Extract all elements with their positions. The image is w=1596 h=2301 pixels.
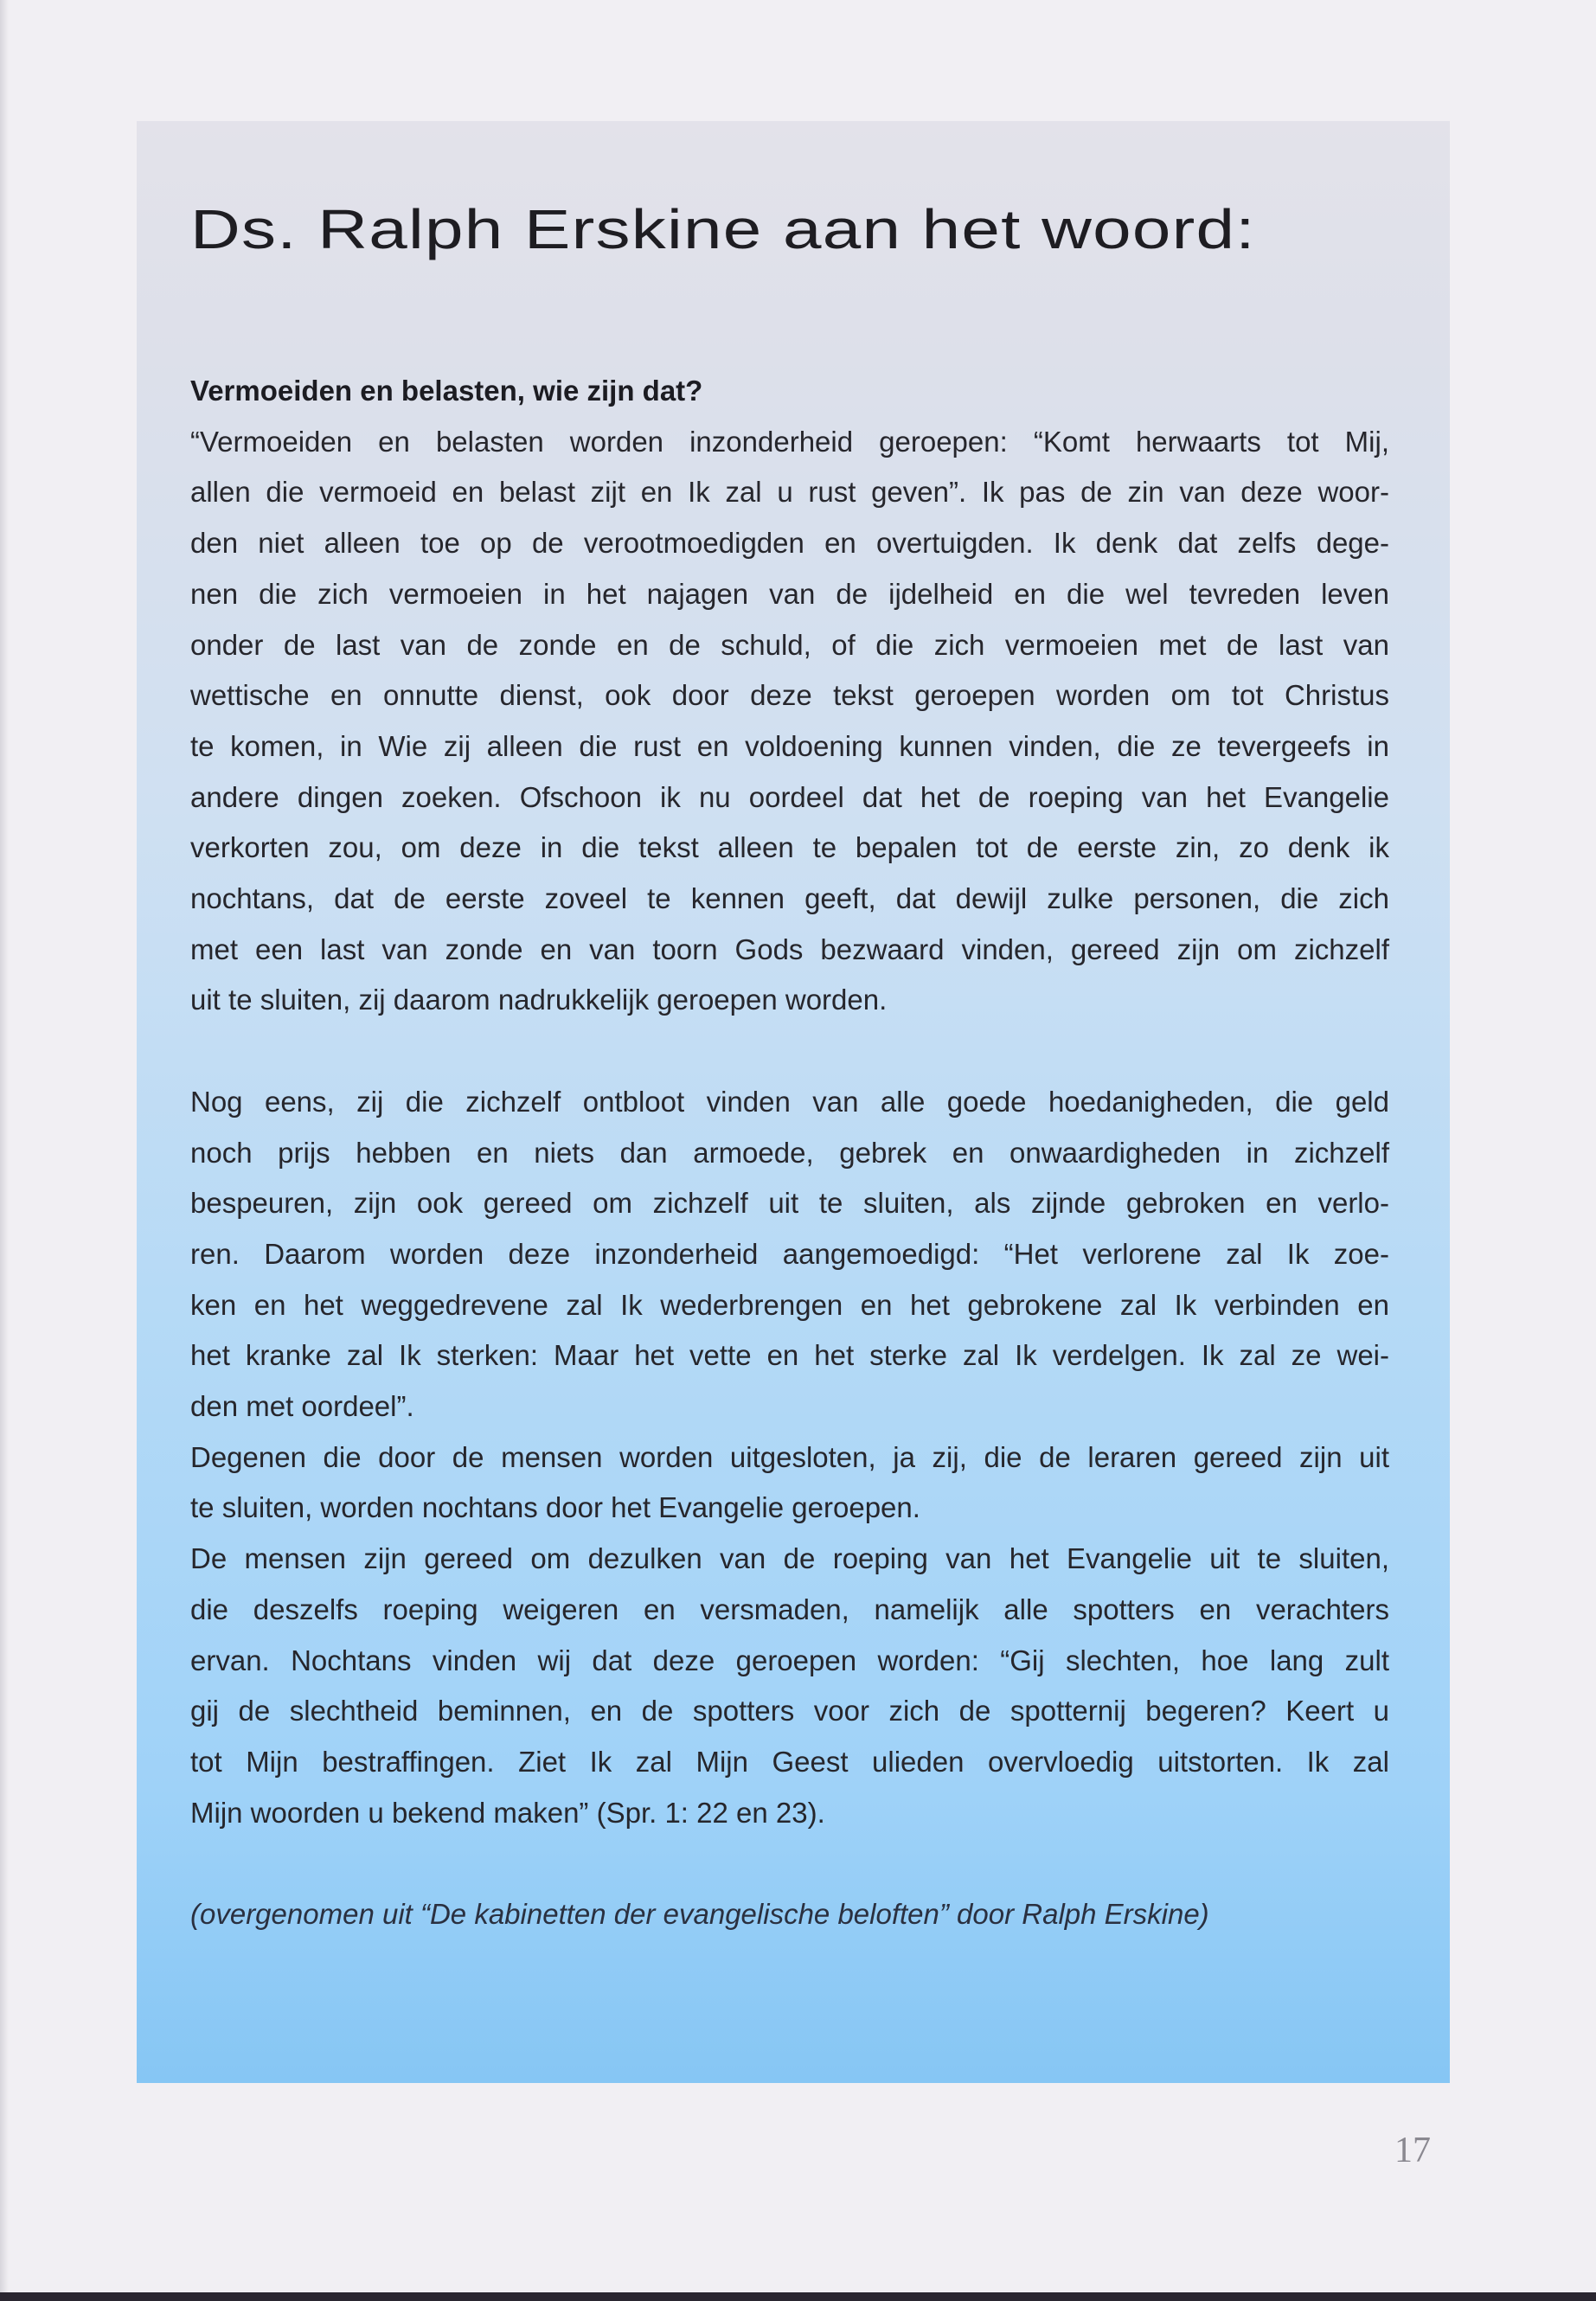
text-line: “Vermoeiden en belasten worden inzonderheid geroepen: “Komt herwaarts tot Mij, — [190, 425, 1389, 458]
paragraph — [190, 1077, 1389, 1433]
page-number: 17 — [1394, 2131, 1431, 2170]
text-line: De mensen zijn gereed om dezulken van de roeping van het Evangelie uit te sluiten, — [190, 1542, 1389, 1575]
text-line: nochtans, dat de eerste zoveel te kennen geeft, dat dewijl zulke personen, die zich — [190, 882, 1389, 915]
paragraph — [190, 417, 1389, 1026]
text-line: allen die vermoeid en belast zijt en Ik zal u rust geven”. Ik pas de zin van deze woor- — [190, 476, 1389, 509]
text-line: te komen, in Wie zij alleen die rust en voldoening kunnen vinden, die ze tevergeefs in — [190, 729, 1389, 762]
text-line: ken en het weggedrevene zal Ik wederbrengen en het gebrokene zal Ik verbinden en — [190, 1288, 1389, 1321]
text-line: Degenen die door de mensen worden uitgesloten, ja zij, die de leraren gereed zijn uit — [190, 1440, 1389, 1473]
paragraph — [190, 1433, 1389, 1534]
spacer — [190, 1026, 1389, 1077]
text-line: den niet alleen toe op de verootmoedigden en overtuigden. Ik denk dat zelfs dege- — [190, 527, 1389, 560]
section-heading: Vermoeiden en belasten, wie zijn dat? — [190, 375, 703, 407]
text-line: ren. Daarom worden deze inzonderheid aangemoedigd: “Het verlorene zal Ik zoe- — [190, 1237, 1389, 1270]
text-line: het kranke zal Ik sterken: Maar het vette en het sterke zal Ik verdelgen. Ik zal ze wei- — [190, 1339, 1389, 1372]
text-line: Nog eens, zij die zichzelf ontbloot vinden van alle goede hoedanigheden, die geld — [190, 1085, 1389, 1118]
text-line: ervan. Nochtans vinden wij dat deze geroepen worden: “Gij slechten, hoe lang zult — [190, 1644, 1389, 1676]
page-title: Ds. Ralph Erskine aan het woord: — [190, 198, 1256, 260]
text-line: tot Mijn bestraffingen. Ziet Ik zal Mijn Geest ulieden overvloedig uitstorten. Ik zal — [190, 1745, 1389, 1778]
paragraphs — [190, 417, 1389, 1839]
text-line: den met oordeel”. — [190, 1390, 414, 1423]
text-line: bespeuren, zijn ook gereed om zichzelf uit te sluiten, als zijnde gebroken en verlo- — [190, 1187, 1389, 1220]
paragraph — [190, 1534, 1389, 1838]
text-line: noch prijs hebben en niets dan armoede, gebrek en onwaardigheden in zichzelf — [190, 1136, 1389, 1169]
spacer — [190, 1838, 1389, 1889]
text-line: onder de last van de zonde en de schuld, of die zich vermoeien met de last van — [190, 628, 1389, 661]
text-line: andere dingen zoeken. Ofschoon ik nu oordeel dat het de roeping van het Evangelie — [190, 780, 1389, 813]
text-line: uit te sluiten, zij daarom nadrukkelijk geroepen worden. — [190, 984, 888, 1016]
text-line: verkorten zou, om deze in die tekst alleen te bepalen tot de eerste zin, zo denk ik — [190, 831, 1389, 864]
text-line: die deszelfs roeping weigeren en versmaden, namelijk alle spotters en verachters — [190, 1593, 1389, 1625]
page-edge — [0, 0, 9, 2301]
text-line: wettische en onnutte dienst, ook door deze tekst geroepen worden om tot Christus — [190, 679, 1389, 712]
text-line: gij de slechtheid beminnen, en de spotters voor zich de spotternij begeren? Keert u — [190, 1695, 1389, 1727]
text-line: met een last van zonde en van toorn Gods bezwaard vinden, gereed zijn om zichzelf — [190, 933, 1389, 965]
source-caption: (overgenomen uit “De kabinetten der evangelische beloften” door Ralph Erskine) — [190, 1898, 1209, 1931]
article-box — [137, 121, 1450, 2083]
text-line: te sluiten, worden nochtans door het Evangelie geroepen. — [190, 1491, 920, 1524]
text-line: nen die zich vermoeien in het najagen van de ijdelheid en die wel tevreden leven — [190, 577, 1389, 610]
scan-edge — [0, 2292, 1596, 2301]
text-line: Mijn woorden u bekend maken” (Spr. 1: 22 en 23). — [190, 1796, 825, 1829]
article-body — [190, 366, 1389, 1940]
